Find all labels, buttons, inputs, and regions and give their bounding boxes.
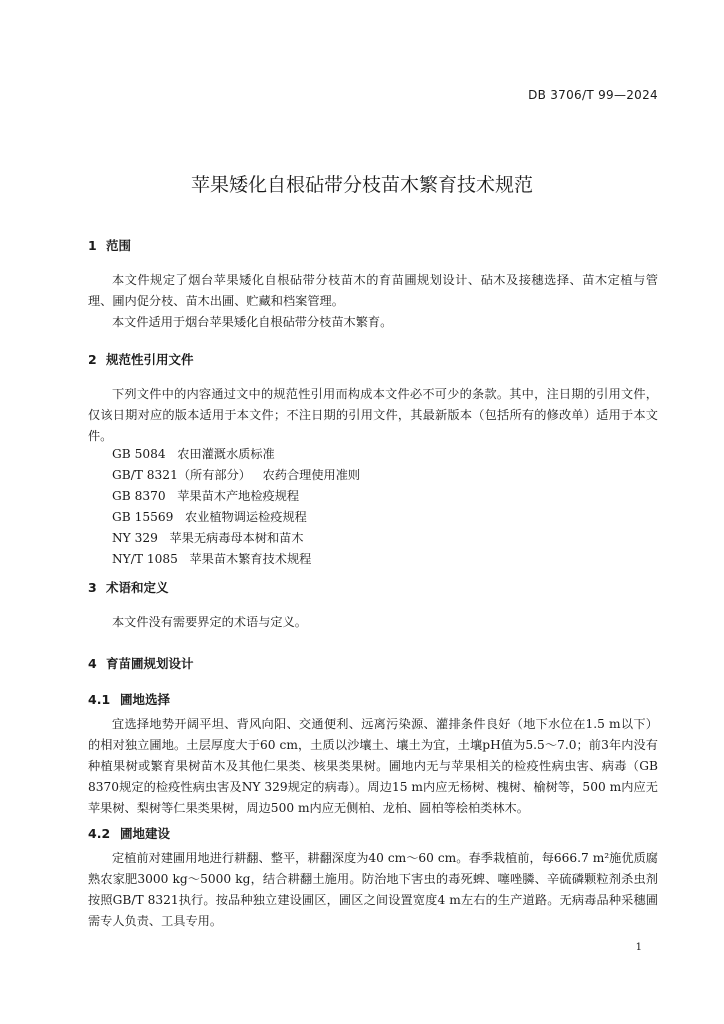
subsection-title: 圃地建设 bbox=[120, 826, 171, 841]
subsection-4-1-heading bbox=[88, 690, 170, 708]
section-4-heading bbox=[88, 654, 194, 672]
section-2-heading bbox=[88, 350, 194, 368]
subsection-number: 4.2 bbox=[88, 826, 111, 841]
section-number: 1 bbox=[88, 238, 97, 253]
section-title: 育苗圃规划设计 bbox=[106, 656, 194, 671]
reference-item: GB 8370 苹果苗木产地检疫规程 bbox=[112, 489, 300, 503]
section-1-paragraph-1: 本文件规定了烟台苹果矮化自根砧带分枝苗木的育苗圃规划设计、砧木及接穗选择、苗木定植与管理、圃内促分枝、苗木出圃、贮藏和档案管理。 bbox=[88, 273, 658, 308]
subsection-title: 圃地选择 bbox=[120, 692, 171, 707]
page-number: 1 bbox=[635, 942, 642, 953]
section-number: 4 bbox=[88, 656, 97, 671]
section-title: 范围 bbox=[106, 238, 132, 253]
reference-item: GB/T 8321（所有部分） 农药合理使用准则 bbox=[112, 468, 361, 482]
reference-item: NY/T 1085 苹果苗木繁育技术规程 bbox=[112, 552, 312, 566]
reference-item: NY 329 苹果无病毒母本树和苗木 bbox=[112, 531, 304, 545]
section-number: 2 bbox=[88, 352, 97, 367]
section-title: 术语和定义 bbox=[106, 580, 169, 595]
document-code: DB 3706/T 99—2024 bbox=[528, 88, 658, 102]
reference-item: GB 15569 农业植物调运检疫规程 bbox=[112, 510, 307, 524]
subsection-number: 4.1 bbox=[88, 692, 111, 707]
section-1-heading bbox=[88, 236, 131, 254]
subsection-4-2-paragraph: 定植前对建圃用地进行耕翻、整平，耕翻深度为40 cm～60 cm。春季栽植前，每666.7 m²施优质腐熟农家肥3000 kg～5000 kg，结合耕翻土施用。防治地下害虫的毒死蜱、噻唑膦、辛硫磷颗粒剂杀虫剂按照GB/T 8321执行。按品种独立建设圃区，圃区之间设置宽度4 m左右的生产道路。无病毒品种采穗圃需专人负责、工具专用。 bbox=[88, 851, 658, 928]
section-1-paragraph-2: 本文件适用于烟台苹果矮化自根砧带分枝苗木繁育。 bbox=[112, 315, 393, 329]
section-3-paragraph-1: 本文件没有需要界定的术语与定义。 bbox=[112, 615, 307, 629]
section-2-paragraph-1: 下列文件中的内容通过文中的规范性引用而构成本文件必不可少的条款。其中，注日期的引用文件，仅该日期对应的版本适用于本文件；不注日期的引用文件，其最新版本（包括所有的修改单）适用于本文件。 bbox=[88, 387, 658, 443]
reference-item: GB 5084 农田灌溉水质标准 bbox=[112, 447, 275, 461]
section-title: 规范性引用文件 bbox=[106, 352, 194, 367]
section-number: 3 bbox=[88, 580, 97, 595]
subsection-4-2-heading bbox=[88, 824, 170, 842]
subsection-4-1-paragraph: 宜选择地势开阔平坦、背风向阳、交通便利、远离污染源、灌排条件良好（地下水位在1.5 m以下）的相对独立圃地。土层厚度大于60 cm，土质以沙壤土、壤土为宜，土壤pH值为5.5～7.0；前3年内没有种植果树或繁育果树苗木及其他仁果类、核果类果树。圃地内无与苹果相关的检疫性病虫害、病毒（GB 8370规定的检疫性病虫害及NY 329规定的病毒）。周边15 m内应无杨树、槐树、榆树等，500 m内应无苹果树、梨树等仁果类果树，周边500 m内应无侧柏、龙柏、圆柏等桧柏类林木。 bbox=[88, 717, 658, 815]
document-title: 苹果矮化自根砧带分枝苗木繁育技术规范 bbox=[190, 174, 533, 196]
section-3-heading bbox=[88, 578, 169, 596]
